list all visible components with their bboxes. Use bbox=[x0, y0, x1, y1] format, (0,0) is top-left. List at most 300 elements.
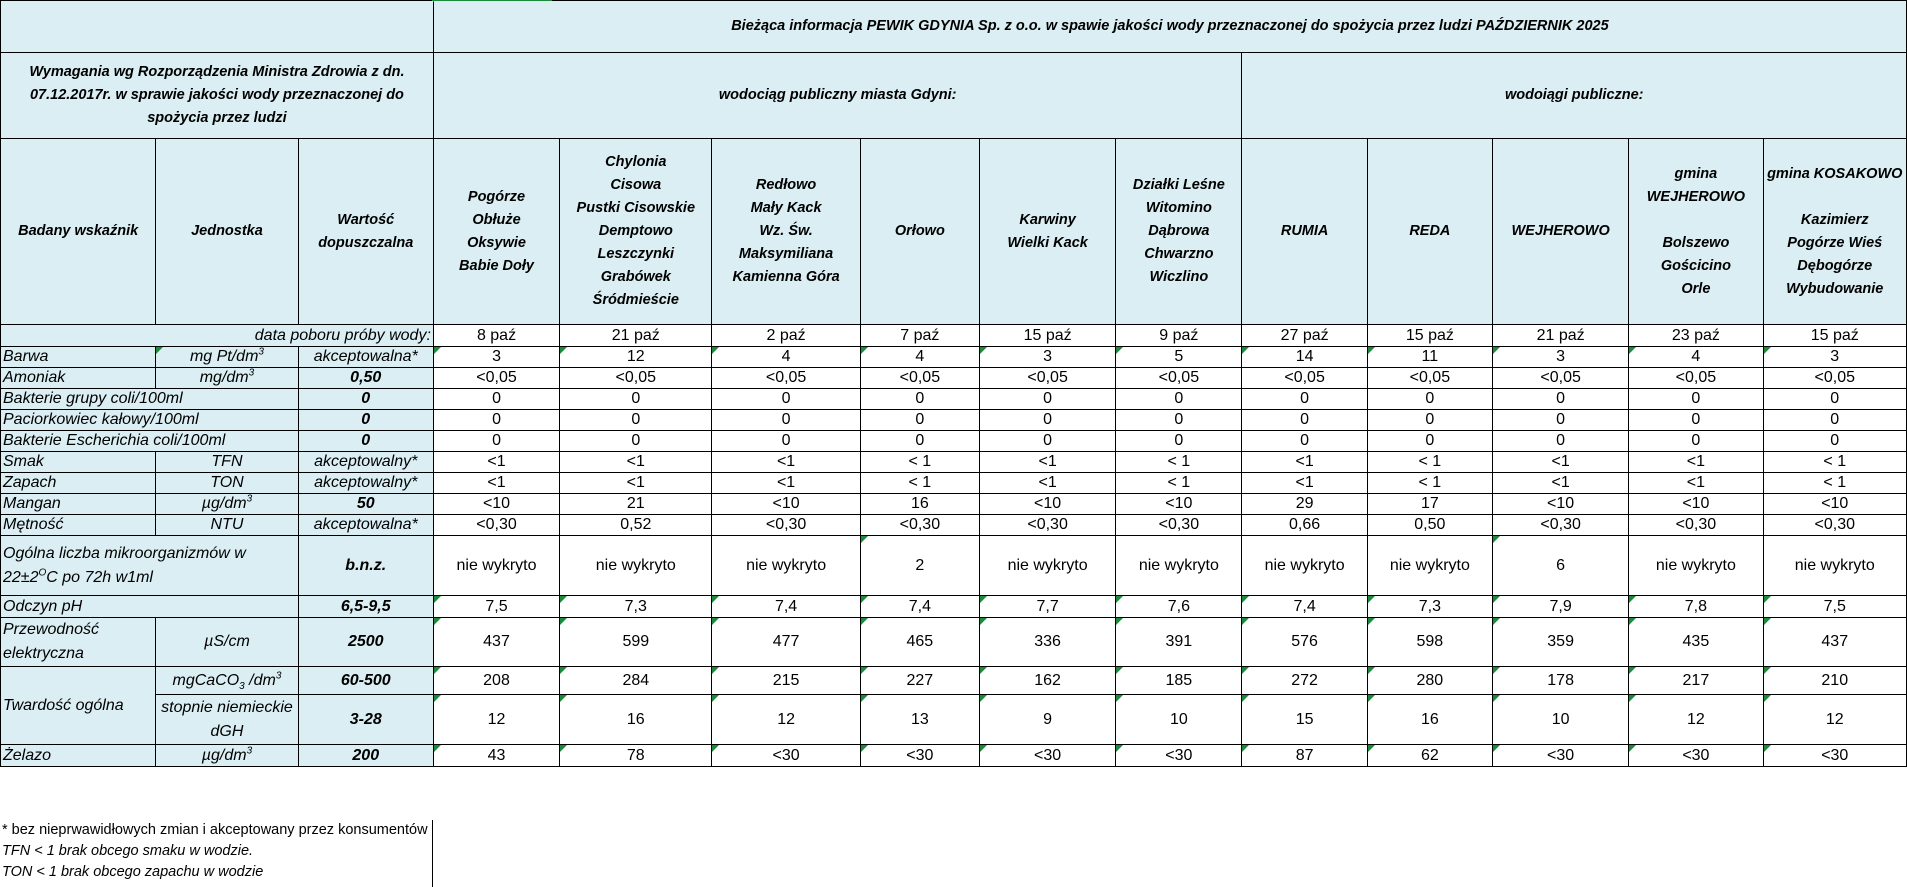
value-cell[interactable]: 0 bbox=[712, 410, 860, 431]
value-cell[interactable]: <0,05 bbox=[1367, 368, 1492, 389]
parameter-row bbox=[1, 368, 1907, 389]
value-cell[interactable]: 6 bbox=[1492, 536, 1628, 596]
parameter-name: Bakterie Escherichia coli/100ml bbox=[1, 431, 299, 452]
value-cell[interactable]: 215 bbox=[712, 667, 860, 695]
degree-symbol: O bbox=[38, 567, 47, 579]
sample-date-cell[interactable]: 27 paź bbox=[1242, 325, 1367, 347]
location-header bbox=[979, 139, 1115, 325]
limit-cell: akceptowalny* bbox=[298, 452, 433, 473]
limit-cell: 60-500 bbox=[298, 667, 433, 695]
unit-cell: µS/cm bbox=[156, 618, 298, 667]
sample-date-cell[interactable]: 21 paź bbox=[1492, 325, 1628, 347]
unit-cell bbox=[156, 667, 298, 695]
value-cell[interactable]: <0,05 bbox=[1492, 368, 1628, 389]
unit-exponent: 3 bbox=[275, 670, 282, 682]
value-cell[interactable]: <0,30 bbox=[712, 515, 860, 536]
value-cell[interactable]: 437 bbox=[1763, 618, 1906, 667]
sample-date-cell[interactable]: 23 paź bbox=[1629, 325, 1763, 347]
sample-date-row bbox=[1, 325, 1907, 347]
value-cell[interactable]: 16 bbox=[860, 494, 979, 515]
unit-text: mg/dm bbox=[199, 369, 249, 386]
value-cell[interactable]: 435 bbox=[1629, 618, 1763, 667]
value-cell[interactable]: 185 bbox=[1116, 667, 1242, 695]
value-cell[interactable]: <0,05 bbox=[712, 368, 860, 389]
value-cell[interactable]: 12 bbox=[560, 347, 712, 368]
limit-cell: akceptowalna* bbox=[298, 347, 433, 368]
note-ton: TON < 1 brak obcego zapachu w wodzie bbox=[2, 864, 264, 880]
unit-cell bbox=[156, 515, 298, 536]
parameter-row-conductivity bbox=[1, 618, 1907, 667]
value-cell[interactable]: 465 bbox=[860, 618, 979, 667]
value-cell[interactable]: nie wykryto bbox=[1629, 536, 1763, 596]
value-cell[interactable]: <0,30 bbox=[1763, 515, 1906, 536]
value-cell[interactable]: 12 bbox=[433, 695, 559, 745]
value-cell[interactable]: 43 bbox=[433, 745, 559, 767]
sample-date-cell[interactable]: 15 paź bbox=[1763, 325, 1906, 347]
value-cell[interactable]: nie wykryto bbox=[1367, 536, 1492, 596]
value-cell[interactable]: 10 bbox=[1116, 695, 1242, 745]
value-cell[interactable]: 0 bbox=[1629, 431, 1763, 452]
location-header bbox=[1116, 139, 1242, 325]
value-cell[interactable]: 0 bbox=[1367, 389, 1492, 410]
sample-date-cell[interactable]: 7 paź bbox=[860, 325, 979, 347]
corner-cell bbox=[1, 1, 434, 53]
value-cell[interactable]: nie wykryto bbox=[979, 536, 1115, 596]
parameter-name: Żelazo bbox=[1, 745, 156, 767]
value-cell[interactable]: 12 bbox=[1629, 695, 1763, 745]
value-cell[interactable]: <30 bbox=[979, 745, 1115, 767]
unit-text: µg/dm bbox=[201, 746, 247, 764]
value-cell[interactable]: <1 bbox=[1242, 473, 1367, 494]
value-cell[interactable]: nie wykryto bbox=[1763, 536, 1906, 596]
value-cell[interactable]: 12 bbox=[712, 695, 860, 745]
location-name: RUMIA bbox=[1280, 223, 1329, 239]
value-cell[interactable]: <1 bbox=[1629, 473, 1763, 494]
value-cell[interactable]: 0,50 bbox=[1367, 515, 1492, 536]
limit-cell: 0 bbox=[298, 389, 433, 410]
value-cell[interactable]: <1 bbox=[712, 452, 860, 473]
value-cell[interactable]: 87 bbox=[1242, 745, 1367, 767]
value-cell[interactable]: 3 bbox=[433, 347, 559, 368]
value-cell[interactable]: < 1 bbox=[1367, 452, 1492, 473]
location-name bbox=[1631, 209, 1760, 232]
value-cell[interactable]: 14 bbox=[1242, 347, 1367, 368]
location-name: WEJHEROWO bbox=[1511, 223, 1610, 239]
limit-cell: akceptowalna* bbox=[298, 515, 433, 536]
value-cell[interactable]: <30 bbox=[1629, 745, 1763, 767]
value-cell[interactable]: 17 bbox=[1367, 494, 1492, 515]
value-cell[interactable]: 0 bbox=[560, 431, 712, 452]
value-cell[interactable]: 576 bbox=[1242, 618, 1367, 667]
unit-text: TFN bbox=[211, 453, 243, 470]
sheet-divider bbox=[432, 820, 433, 887]
unit-text: mgCaCO bbox=[172, 671, 240, 689]
value-cell[interactable]: 21 bbox=[560, 494, 712, 515]
value-cell[interactable]: <30 bbox=[860, 745, 979, 767]
value-cell[interactable]: 7,3 bbox=[1367, 596, 1492, 618]
value-cell[interactable]: 477 bbox=[712, 618, 860, 667]
value-cell[interactable]: <0,30 bbox=[433, 515, 559, 536]
parameter-name: Bakterie grupy coli/100ml bbox=[1, 389, 299, 410]
value-cell[interactable]: 0 bbox=[712, 389, 860, 410]
value-cell[interactable]: < 1 bbox=[1763, 452, 1906, 473]
value-cell[interactable]: <0,30 bbox=[860, 515, 979, 536]
value-cell[interactable]: <1 bbox=[1492, 452, 1628, 473]
location-header bbox=[1492, 139, 1628, 325]
value-cell[interactable]: 29 bbox=[1242, 494, 1367, 515]
unit-cell bbox=[156, 473, 298, 494]
unit-text: /dm bbox=[244, 671, 276, 689]
parameter-name: Amoniak bbox=[1, 368, 156, 389]
sample-date-cell[interactable]: 21 paź bbox=[560, 325, 712, 347]
value-cell[interactable]: 15 bbox=[1242, 695, 1367, 745]
value-cell[interactable]: 7,4 bbox=[860, 596, 979, 618]
location-name: Obłuże bbox=[472, 211, 521, 228]
location-name: Chylonia bbox=[605, 154, 667, 170]
unit-cell bbox=[156, 494, 298, 515]
value-cell[interactable]: 0 bbox=[1367, 410, 1492, 431]
location-name: Działki Leśne bbox=[1132, 177, 1225, 193]
value-cell[interactable]: <0,30 bbox=[1116, 515, 1242, 536]
value-cell[interactable]: 0 bbox=[860, 431, 979, 452]
value-cell[interactable]: 162 bbox=[979, 667, 1115, 695]
location-header bbox=[1367, 139, 1492, 325]
value-cell[interactable]: 178 bbox=[1492, 667, 1628, 695]
parameter-row-hardness-caco3 bbox=[1, 667, 1907, 695]
parameter-row-micro bbox=[1, 536, 1907, 596]
value-cell[interactable]: < 1 bbox=[1763, 473, 1906, 494]
value-cell[interactable]: nie wykryto bbox=[1116, 536, 1242, 596]
value-cell[interactable]: 3 bbox=[1492, 347, 1628, 368]
col-header-limit: Wartość dopuszczalna bbox=[298, 139, 433, 325]
value-cell[interactable]: <0,30 bbox=[1629, 515, 1763, 536]
value-cell[interactable]: <10 bbox=[433, 494, 559, 515]
value-cell[interactable]: 0 bbox=[979, 431, 1115, 452]
location-name: Kamienna Góra bbox=[732, 269, 840, 285]
location-header bbox=[712, 139, 860, 325]
limit-cell: akceptowalny* bbox=[298, 473, 433, 494]
value-cell[interactable]: 7,5 bbox=[433, 596, 559, 618]
value-cell[interactable]: <1 bbox=[979, 452, 1115, 473]
value-cell[interactable]: 284 bbox=[560, 667, 712, 695]
value-cell[interactable]: <0,30 bbox=[979, 515, 1115, 536]
value-cell[interactable]: 7,4 bbox=[712, 596, 860, 618]
value-cell[interactable]: < 1 bbox=[1116, 452, 1242, 473]
location-name: Orle bbox=[1681, 280, 1711, 297]
parameter-name bbox=[1, 536, 299, 596]
value-cell[interactable]: 12 bbox=[1763, 695, 1906, 745]
sample-date-label: data poboru próby wody: bbox=[1, 325, 434, 347]
parameter-name: Odczyn pH bbox=[1, 596, 299, 618]
value-cell[interactable]: <1 bbox=[433, 473, 559, 494]
parameter-row-hardness-dgh bbox=[1, 695, 1907, 745]
location-name: Karwiny bbox=[1019, 211, 1076, 228]
value-cell[interactable]: 0 bbox=[1492, 389, 1628, 410]
value-cell[interactable]: <30 bbox=[1116, 745, 1242, 767]
value-cell[interactable]: 62 bbox=[1367, 745, 1492, 767]
location-name: gmina KOSAKOWO bbox=[1767, 165, 1903, 182]
value-cell[interactable]: <10 bbox=[1492, 494, 1628, 515]
parameter-row bbox=[1, 473, 1907, 494]
value-cell[interactable]: <0,05 bbox=[1763, 368, 1906, 389]
value-cell[interactable]: 437 bbox=[433, 618, 559, 667]
unit-cell bbox=[156, 745, 298, 767]
parameter-row bbox=[1, 431, 1907, 452]
value-cell[interactable]: 0 bbox=[433, 410, 559, 431]
location-name: Pogórze bbox=[467, 188, 526, 205]
value-cell[interactable]: 7,4 bbox=[1242, 596, 1367, 618]
location-name: Dąbrowa bbox=[1148, 223, 1210, 239]
note-asterisk: * bez nieprwawidłowych zmian i akceptowany przez konsumentów bbox=[2, 822, 428, 838]
unit-exponent: 3 bbox=[246, 745, 253, 757]
value-cell[interactable]: 0 bbox=[979, 389, 1115, 410]
unit-exponent: 3 bbox=[248, 367, 255, 379]
value-cell[interactable]: <1 bbox=[433, 452, 559, 473]
parameter-name: Barwa bbox=[1, 347, 156, 368]
value-cell[interactable]: 7,3 bbox=[560, 596, 712, 618]
col-header-unit: Jednostka bbox=[156, 139, 298, 325]
location-name: Wielki Kack bbox=[1007, 234, 1088, 251]
value-cell[interactable]: 210 bbox=[1763, 667, 1906, 695]
value-cell[interactable]: 0 bbox=[433, 389, 559, 410]
sample-date-cell[interactable]: 8 paź bbox=[433, 325, 559, 347]
location-name: Maksymiliana bbox=[738, 246, 834, 262]
value-cell[interactable]: <1 bbox=[1492, 473, 1628, 494]
value-cell[interactable]: <1 bbox=[712, 473, 860, 494]
group-header-gdynia: wodociąg publiczny miasta Gdyni: bbox=[433, 53, 1242, 139]
value-cell[interactable]: 7,5 bbox=[1763, 596, 1906, 618]
value-cell[interactable]: 272 bbox=[1242, 667, 1367, 695]
value-cell[interactable]: <30 bbox=[1763, 745, 1906, 767]
location-header bbox=[1763, 139, 1906, 325]
value-cell[interactable]: <10 bbox=[1116, 494, 1242, 515]
sample-date-cell[interactable]: 2 paź bbox=[712, 325, 860, 347]
parameter-name-part: Ogólna liczba mikroorganizmów w bbox=[3, 544, 246, 562]
value-cell[interactable]: < 1 bbox=[860, 452, 979, 473]
value-cell[interactable]: <0,05 bbox=[560, 368, 712, 389]
value-cell[interactable]: <10 bbox=[712, 494, 860, 515]
sample-date-cell[interactable]: 15 paź bbox=[979, 325, 1115, 347]
value-cell[interactable]: 0 bbox=[1763, 410, 1906, 431]
location-name: Pustki Cisowskie bbox=[576, 200, 696, 216]
value-cell[interactable]: 7,6 bbox=[1116, 596, 1242, 618]
limit-cell: 200 bbox=[298, 745, 433, 767]
value-cell[interactable]: 0 bbox=[1492, 410, 1628, 431]
unit-cell bbox=[156, 368, 298, 389]
value-cell[interactable]: <10 bbox=[979, 494, 1115, 515]
value-cell[interactable]: 0 bbox=[712, 431, 860, 452]
limit-cell: 0 bbox=[298, 410, 433, 431]
value-cell[interactable]: 2 bbox=[860, 536, 979, 596]
location-name: Mały Kack bbox=[750, 200, 822, 216]
value-cell[interactable]: 0 bbox=[1242, 389, 1367, 410]
value-cell[interactable]: 16 bbox=[560, 695, 712, 745]
value-cell[interactable]: 598 bbox=[1367, 618, 1492, 667]
unit-subscript: 3 bbox=[239, 680, 245, 692]
location-name: Redłowo bbox=[755, 177, 817, 193]
value-cell[interactable]: 0 bbox=[560, 389, 712, 410]
location-name: Śródmieście bbox=[592, 292, 679, 308]
value-cell[interactable]: 9 bbox=[979, 695, 1115, 745]
location-name: Pogórze Wieś bbox=[1787, 234, 1883, 251]
parameter-row-iron bbox=[1, 745, 1907, 767]
value-cell[interactable]: <30 bbox=[1492, 745, 1628, 767]
location-name: Leszczynki bbox=[597, 246, 675, 262]
value-cell[interactable]: <10 bbox=[1763, 494, 1906, 515]
value-cell[interactable]: 0,52 bbox=[560, 515, 712, 536]
unit-text: NTU bbox=[210, 516, 244, 533]
value-cell[interactable]: 5 bbox=[1116, 347, 1242, 368]
value-cell[interactable]: 0 bbox=[1116, 389, 1242, 410]
value-cell[interactable]: 0 bbox=[1763, 431, 1906, 452]
location-name: Wz. Św. bbox=[759, 223, 813, 239]
value-cell[interactable]: 0 bbox=[1242, 410, 1367, 431]
limit-cell: 2500 bbox=[298, 618, 433, 667]
value-cell[interactable]: 391 bbox=[1116, 618, 1242, 667]
limit-cell: 0 bbox=[298, 431, 433, 452]
value-cell[interactable]: 0 bbox=[1242, 431, 1367, 452]
parameter-row bbox=[1, 452, 1907, 473]
value-cell[interactable]: <10 bbox=[1629, 494, 1763, 515]
value-cell[interactable]: <1 bbox=[1629, 452, 1763, 473]
unit-cell bbox=[156, 452, 298, 473]
parameter-row-ph bbox=[1, 596, 1907, 618]
limit-cell: b.n.z. bbox=[298, 536, 433, 596]
location-name: gmina bbox=[1674, 165, 1718, 182]
location-name bbox=[1766, 186, 1904, 209]
location-name: Orłowo bbox=[894, 223, 945, 239]
parameter-name-part: 22±2 bbox=[3, 568, 39, 586]
location-name: Gościcino bbox=[1660, 257, 1731, 274]
value-cell[interactable]: <30 bbox=[712, 745, 860, 767]
limit-cell: 50 bbox=[298, 494, 433, 515]
value-cell[interactable]: 4 bbox=[712, 347, 860, 368]
value-cell[interactable]: 217 bbox=[1629, 667, 1763, 695]
value-cell[interactable]: <1 bbox=[560, 473, 712, 494]
value-cell[interactable]: 0 bbox=[560, 410, 712, 431]
value-cell[interactable]: nie wykryto bbox=[1242, 536, 1367, 596]
value-cell[interactable]: 336 bbox=[979, 618, 1115, 667]
value-cell[interactable]: 10 bbox=[1492, 695, 1628, 745]
parameter-name-part: C po 72h w1ml bbox=[46, 568, 153, 586]
parameter-row bbox=[1, 494, 1907, 515]
location-header bbox=[1629, 139, 1763, 325]
value-cell[interactable]: <0,05 bbox=[1629, 368, 1763, 389]
parameter-name: Paciorkowiec kałowy/100ml bbox=[1, 410, 299, 431]
value-cell[interactable]: 227 bbox=[860, 667, 979, 695]
value-cell[interactable]: 78 bbox=[560, 745, 712, 767]
value-cell[interactable]: 7,7 bbox=[979, 596, 1115, 618]
value-cell[interactable]: nie wykryto bbox=[712, 536, 860, 596]
value-cell[interactable]: 0 bbox=[860, 410, 979, 431]
value-cell[interactable]: < 1 bbox=[1116, 473, 1242, 494]
parameter-row bbox=[1, 410, 1907, 431]
location-name: Babie Doły bbox=[459, 257, 534, 274]
value-cell[interactable]: 0 bbox=[433, 431, 559, 452]
value-cell[interactable]: 13 bbox=[860, 695, 979, 745]
parameter-row bbox=[1, 347, 1907, 368]
value-cell[interactable]: 359 bbox=[1492, 618, 1628, 667]
sample-date-cell[interactable]: 9 paź bbox=[1116, 325, 1242, 347]
value-cell[interactable]: <1 bbox=[979, 473, 1115, 494]
value-cell[interactable]: 599 bbox=[560, 618, 712, 667]
value-cell[interactable]: 0 bbox=[1629, 389, 1763, 410]
location-name: Kazimierz bbox=[1800, 211, 1869, 228]
parameter-name: Smak bbox=[1, 452, 156, 473]
value-cell[interactable]: 3 bbox=[1763, 347, 1906, 368]
parameter-name: Mangan bbox=[1, 494, 156, 515]
value-cell[interactable]: 11 bbox=[1367, 347, 1492, 368]
value-cell[interactable]: 7,8 bbox=[1629, 596, 1763, 618]
value-cell[interactable]: 208 bbox=[433, 667, 559, 695]
limit-cell: 3-28 bbox=[298, 695, 433, 745]
value-cell[interactable]: 0 bbox=[979, 410, 1115, 431]
location-name: Bolszewo bbox=[1662, 234, 1730, 251]
location-name: Chwarzno bbox=[1144, 246, 1214, 262]
location-name: Oksywie bbox=[467, 234, 526, 251]
value-cell[interactable]: 3 bbox=[979, 347, 1115, 368]
value-cell[interactable]: <0,05 bbox=[433, 368, 559, 389]
parameter-name: Mętność bbox=[1, 515, 156, 536]
location-name: Grabówek bbox=[600, 269, 671, 285]
unit-cell bbox=[156, 347, 298, 368]
value-cell[interactable]: nie wykryto bbox=[560, 536, 712, 596]
value-cell[interactable]: <1 bbox=[1242, 452, 1367, 473]
parameter-name: Zapach bbox=[1, 473, 156, 494]
sample-date-cell[interactable]: 15 paź bbox=[1367, 325, 1492, 347]
value-cell[interactable]: nie wykryto bbox=[433, 536, 559, 596]
parameter-name: Twardość ogólna bbox=[1, 667, 156, 745]
value-cell[interactable]: 0 bbox=[1367, 431, 1492, 452]
location-name: Dębogórze bbox=[1797, 257, 1873, 274]
location-name: Cisowa bbox=[610, 177, 662, 193]
value-cell[interactable]: 4 bbox=[1629, 347, 1763, 368]
value-cell[interactable]: 0 bbox=[1763, 389, 1906, 410]
value-cell[interactable]: <0,30 bbox=[1492, 515, 1628, 536]
value-cell[interactable]: 0 bbox=[860, 389, 979, 410]
location-name: Demptowo bbox=[598, 223, 673, 239]
location-name: Wybudowanie bbox=[1786, 280, 1884, 297]
location-header bbox=[860, 139, 979, 325]
location-name: REDA bbox=[1409, 223, 1451, 239]
value-cell[interactable]: 0,66 bbox=[1242, 515, 1367, 536]
location-name: Wiczlino bbox=[1149, 269, 1209, 285]
parameter-row bbox=[1, 515, 1907, 536]
value-cell[interactable]: < 1 bbox=[1367, 473, 1492, 494]
value-cell[interactable]: 4 bbox=[860, 347, 979, 368]
value-cell[interactable]: 16 bbox=[1367, 695, 1492, 745]
location-header bbox=[560, 139, 712, 325]
value-cell[interactable]: <0,05 bbox=[979, 368, 1115, 389]
limit-cell: 6,5-9,5 bbox=[298, 596, 433, 618]
parameter-name: Przewodność elektryczna bbox=[1, 618, 156, 667]
limit-cell: 0,50 bbox=[298, 368, 433, 389]
value-cell[interactable]: 7,9 bbox=[1492, 596, 1628, 618]
unit-text: µg/dm bbox=[201, 495, 247, 512]
value-cell[interactable]: <0,05 bbox=[1242, 368, 1367, 389]
value-cell[interactable]: 0 bbox=[1492, 431, 1628, 452]
col-header-indicator: Badany wskaźnik bbox=[1, 139, 156, 325]
value-cell[interactable]: 0 bbox=[1116, 410, 1242, 431]
value-cell[interactable]: <1 bbox=[560, 452, 712, 473]
value-cell[interactable]: <0,05 bbox=[860, 368, 979, 389]
value-cell[interactable]: <0,05 bbox=[1116, 368, 1242, 389]
report-title: Bieżąca informacja PEWIK GDYNIA Sp. z o.o. w spawie jakości wody przeznaczonej do spożycia przez ludzi PAŹDZIERNIK 2025 bbox=[433, 1, 1906, 53]
value-cell[interactable]: 0 bbox=[1116, 431, 1242, 452]
value-cell[interactable]: < 1 bbox=[860, 473, 979, 494]
value-cell[interactable]: 0 bbox=[1629, 410, 1763, 431]
value-cell[interactable]: 280 bbox=[1367, 667, 1492, 695]
